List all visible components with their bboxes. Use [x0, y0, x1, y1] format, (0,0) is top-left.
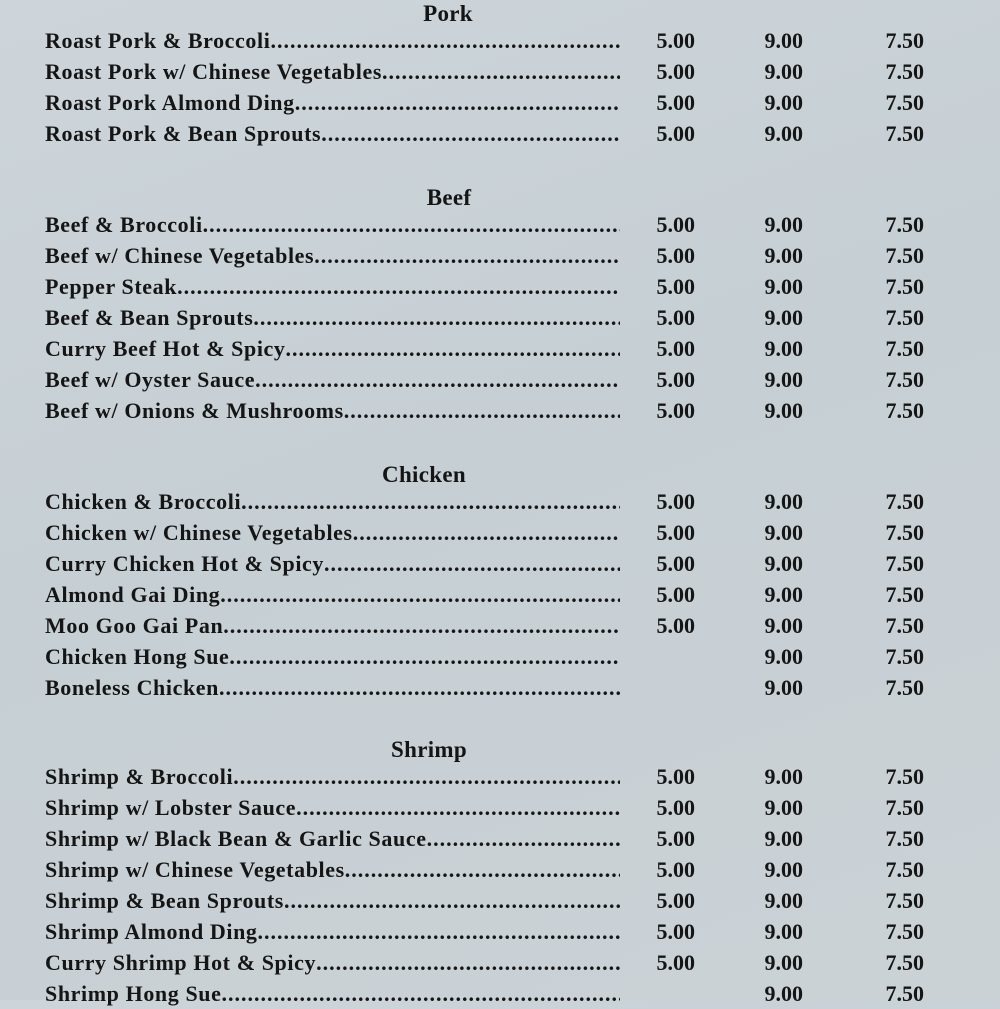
menu-item-price: 9.00 — [764, 919, 803, 944]
menu-item-price: 5.00 — [656, 950, 695, 975]
menu-item-price: 9.00 — [764, 398, 803, 423]
menu-item — [45, 824, 965, 854]
menu-item-price: 5.00 — [656, 795, 695, 820]
menu-item-price: 9.00 — [764, 90, 803, 115]
menu-item-name: Boneless Chicken ..... — [45, 673, 620, 703]
menu-item-price: 7.50 — [885, 520, 924, 545]
menu-item-price: 9.00 — [764, 764, 803, 789]
menu-item-price: 9.00 — [764, 367, 803, 392]
menu-item-name: Shrimp w/ Lobster Sauce ..... — [45, 793, 620, 823]
menu-item-price: 5.00 — [656, 121, 695, 146]
menu-item-name: Roast Pork Almond Ding ..... — [45, 88, 620, 118]
menu-item-price: 7.50 — [885, 613, 924, 638]
menu-item-price: 5.00 — [656, 582, 695, 607]
menu-item-price: 9.00 — [764, 826, 803, 851]
menu-item-price: 5.00 — [656, 90, 695, 115]
menu-item-price: 7.50 — [885, 857, 924, 882]
menu-item — [45, 88, 965, 118]
menu-item-price: 9.00 — [764, 675, 803, 700]
section-title-pork: Pork — [423, 1, 473, 26]
menu-item-price: 7.50 — [885, 489, 924, 514]
menu-item-price: 9.00 — [764, 582, 803, 607]
menu-item-price: 5.00 — [656, 520, 695, 545]
menu-item — [45, 886, 965, 916]
menu-item — [45, 580, 965, 610]
menu-item-price: 5.00 — [656, 305, 695, 330]
menu-item-price: 7.50 — [885, 28, 924, 53]
menu-item-price: 9.00 — [764, 551, 803, 576]
menu-item-name: Chicken w/ Chinese Vegetables ..... — [45, 518, 620, 548]
menu-item-price: 9.00 — [764, 795, 803, 820]
menu-item — [45, 673, 965, 703]
menu-item-price: 9.00 — [764, 274, 803, 299]
menu-item-name: Almond Gai Ding ..... — [45, 580, 620, 610]
menu-item-name: Chicken & Broccoli ..... — [45, 487, 620, 517]
menu-item — [45, 855, 965, 885]
menu-item-price: 7.50 — [885, 398, 924, 423]
menu-item — [45, 611, 965, 641]
menu-item-name: Roast Pork w/ Chinese Vegetables ..... — [45, 57, 620, 87]
menu-item-name: Beef & Broccoli ..... — [45, 210, 620, 240]
menu-item — [45, 762, 965, 792]
menu-item — [45, 303, 965, 333]
menu-item-price: 9.00 — [764, 981, 803, 1006]
menu-item-name: Chicken Hong Sue ..... — [45, 642, 620, 672]
menu-item-price: 9.00 — [764, 950, 803, 975]
menu-item-price: 7.50 — [885, 950, 924, 975]
menu-item-price: 7.50 — [885, 59, 924, 84]
menu-item-price: 7.50 — [885, 243, 924, 268]
menu-item-price: 5.00 — [656, 489, 695, 514]
menu-item-price: 5.00 — [656, 59, 695, 84]
menu-item-price: 7.50 — [885, 336, 924, 361]
menu-item — [45, 642, 965, 672]
menu-item-name: Shrimp w/ Chinese Vegetables ..... — [45, 855, 620, 885]
menu-item-price: 9.00 — [764, 243, 803, 268]
menu-item-price: 7.50 — [885, 367, 924, 392]
menu-item-name: Beef w/ Oyster Sauce ..... — [45, 365, 620, 395]
menu-item — [45, 518, 965, 548]
menu-item-price: 7.50 — [885, 644, 924, 669]
menu-item-price: 7.50 — [885, 981, 924, 1006]
menu-item-price: 5.00 — [656, 919, 695, 944]
menu-item-price: 7.50 — [885, 121, 924, 146]
menu-item-price: 5.00 — [656, 888, 695, 913]
menu-item — [45, 549, 965, 579]
menu-item-name: Shrimp & Broccoli ..... — [45, 762, 620, 792]
menu-item-price: 9.00 — [764, 520, 803, 545]
section-title-chicken: Chicken — [382, 462, 466, 487]
menu-item-name: Shrimp Hong Sue ..... — [45, 979, 620, 1009]
menu-item-name: Roast Pork & Bean Sprouts ..... — [45, 119, 620, 149]
menu-item-name: Beef & Bean Sprouts ..... — [45, 303, 620, 333]
menu-item — [45, 26, 965, 56]
menu-item-name: Shrimp w/ Black Bean & Garlic Sauce ..... — [45, 824, 620, 854]
menu-item-price: 7.50 — [885, 305, 924, 330]
menu-item-price: 7.50 — [885, 551, 924, 576]
menu-item — [45, 241, 965, 271]
menu-item-price: 9.00 — [764, 59, 803, 84]
menu-item-name: Curry Beef Hot & Spicy ..... — [45, 334, 620, 364]
menu-item-name: Curry Chicken Hot & Spicy ..... — [45, 549, 620, 579]
menu-item-price: 5.00 — [656, 28, 695, 53]
menu-item-price: 5.00 — [656, 398, 695, 423]
menu-item — [45, 793, 965, 823]
menu-item-price: 9.00 — [764, 305, 803, 330]
menu-item — [45, 334, 965, 364]
menu-item-name: Curry Shrimp Hot & Spicy ..... — [45, 948, 620, 978]
menu-item-price: 7.50 — [885, 795, 924, 820]
menu-item-price: 5.00 — [656, 764, 695, 789]
menu-item-name: Shrimp & Bean Sprouts ..... — [45, 886, 620, 916]
menu-item — [45, 396, 965, 426]
menu-item-name: Roast Pork & Broccoli ..... — [45, 26, 620, 56]
menu-item-price: 9.00 — [764, 336, 803, 361]
menu-item-name: Shrimp Almond Ding ..... — [45, 917, 620, 947]
menu-item-price: 7.50 — [885, 582, 924, 607]
menu-item-price: 7.50 — [885, 764, 924, 789]
menu-item-price: 5.00 — [656, 367, 695, 392]
menu-item-price: 7.50 — [885, 826, 924, 851]
menu-item-price: 9.00 — [764, 121, 803, 146]
menu-item — [45, 210, 965, 240]
menu-item-price: 9.00 — [764, 489, 803, 514]
menu-item-price: 5.00 — [656, 551, 695, 576]
menu-item-price: 9.00 — [764, 613, 803, 638]
menu-item-name: Moo Goo Gai Pan ..... — [45, 611, 620, 641]
menu-item — [45, 979, 965, 1009]
menu-item — [45, 365, 965, 395]
menu-item-name: Beef w/ Onions & Mushrooms ..... — [45, 396, 620, 426]
menu-item-price: 5.00 — [656, 212, 695, 237]
menu-item — [45, 119, 965, 149]
menu-item-price: 5.00 — [656, 243, 695, 268]
menu-item-price: 7.50 — [885, 212, 924, 237]
menu-item-price: 5.00 — [656, 613, 695, 638]
menu-item-price: 7.50 — [885, 675, 924, 700]
menu-item-price: 9.00 — [764, 857, 803, 882]
menu-item-price: 7.50 — [885, 90, 924, 115]
menu-item — [45, 917, 965, 947]
menu-item-name: Pepper Steak ..... — [45, 272, 620, 302]
menu-item — [45, 57, 965, 87]
section-title-beef: Beef — [426, 185, 472, 210]
menu-item-price: 5.00 — [656, 826, 695, 851]
menu-item-price: 7.50 — [885, 919, 924, 944]
menu-item-price: 7.50 — [885, 274, 924, 299]
menu-item — [45, 948, 965, 978]
menu-item — [45, 272, 965, 302]
menu-item-price: 5.00 — [656, 857, 695, 882]
menu-item-price: 9.00 — [764, 212, 803, 237]
menu-item-price: 9.00 — [764, 28, 803, 53]
menu-item-price: 5.00 — [656, 274, 695, 299]
menu-item — [45, 487, 965, 517]
menu-item-price: 5.00 — [656, 336, 695, 361]
menu-item-name: Beef w/ Chinese Vegetables ..... — [45, 241, 620, 271]
menu-item-price: 9.00 — [764, 644, 803, 669]
section-title-shrimp: Shrimp — [391, 737, 467, 762]
menu-item-price: 9.00 — [764, 888, 803, 913]
menu-item-price: 7.50 — [885, 888, 924, 913]
